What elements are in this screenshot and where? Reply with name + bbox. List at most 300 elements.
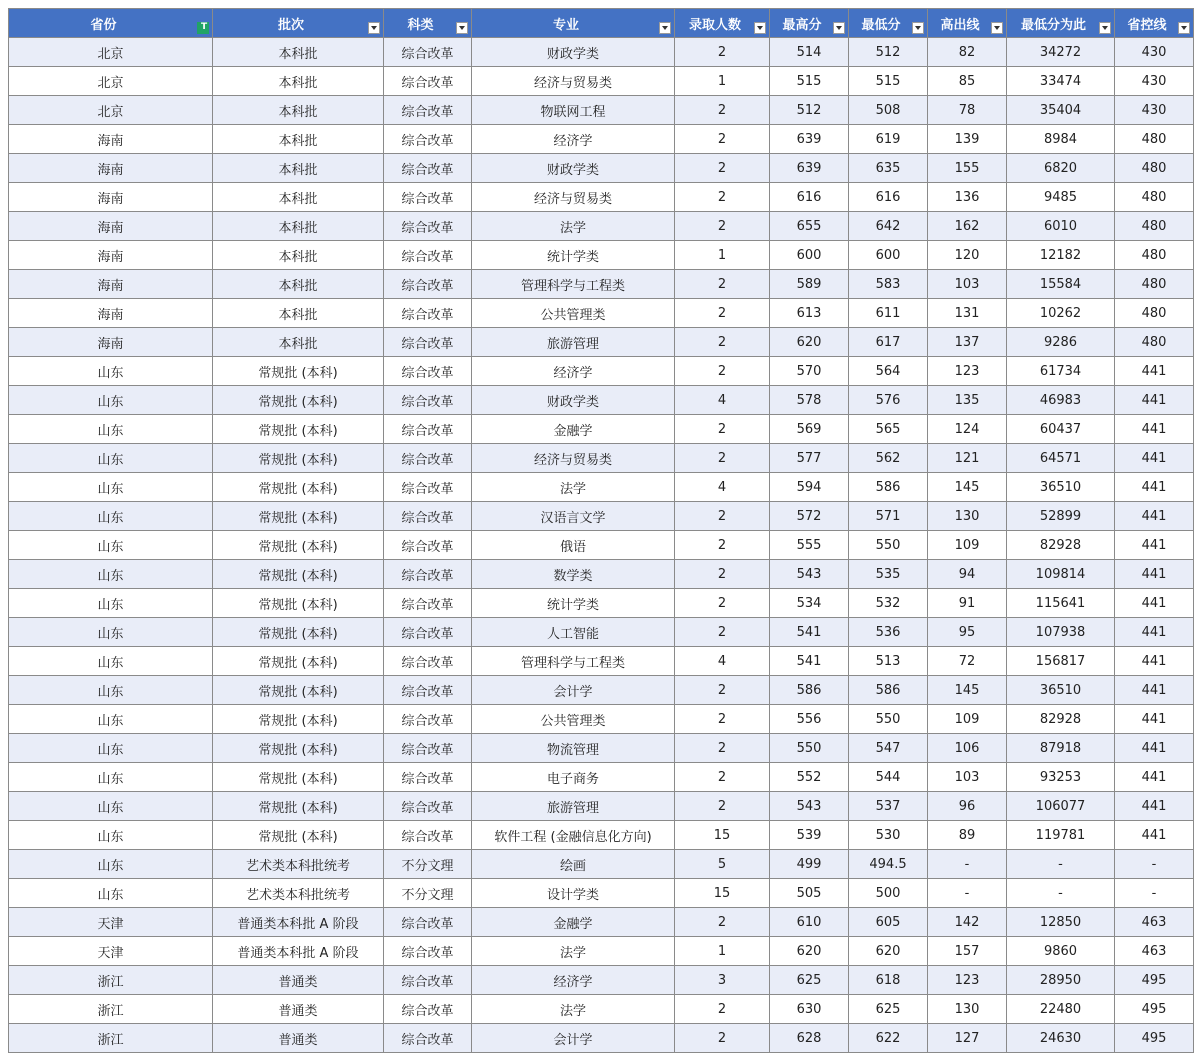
- cell-major[interactable]: 经济与贸易类: [472, 67, 675, 96]
- cell-min-score[interactable]: 537: [849, 792, 928, 821]
- cell-province[interactable]: 海南: [9, 154, 213, 183]
- cell-batch[interactable]: 常规批 (本科): [213, 647, 384, 676]
- cell-major[interactable]: 旅游管理: [472, 792, 675, 821]
- cell-major[interactable]: 设计学类: [472, 879, 675, 908]
- cell-control-line[interactable]: 441: [1115, 734, 1194, 763]
- cell-admitted-count[interactable]: 2: [675, 531, 770, 560]
- cell-max-score[interactable]: 552: [770, 763, 849, 792]
- cell-min-score-rank[interactable]: 119781: [1007, 821, 1115, 850]
- cell-min-score-rank[interactable]: 64571: [1007, 444, 1115, 473]
- cell-batch[interactable]: 常规批 (本科): [213, 386, 384, 415]
- cell-subject-type[interactable]: 综合改革: [384, 1024, 472, 1053]
- cell-subject-type[interactable]: 综合改革: [384, 357, 472, 386]
- cell-above-line[interactable]: 162: [928, 212, 1007, 241]
- cell-max-score[interactable]: 577: [770, 444, 849, 473]
- cell-subject-type[interactable]: 综合改革: [384, 154, 472, 183]
- cell-max-score[interactable]: 572: [770, 502, 849, 531]
- table-row[interactable]: [9, 821, 1194, 850]
- cell-above-line[interactable]: 123: [928, 357, 1007, 386]
- cell-min-score-rank[interactable]: 6010: [1007, 212, 1115, 241]
- cell-min-score-rank[interactable]: 9860: [1007, 937, 1115, 966]
- cell-admitted-count[interactable]: 2: [675, 328, 770, 357]
- cell-min-score-rank[interactable]: -: [1007, 850, 1115, 879]
- cell-subject-type[interactable]: 综合改革: [384, 618, 472, 647]
- cell-batch[interactable]: 本科批: [213, 38, 384, 67]
- cell-min-score[interactable]: 532: [849, 589, 928, 618]
- cell-subject-type[interactable]: 综合改革: [384, 67, 472, 96]
- cell-above-line[interactable]: 142: [928, 908, 1007, 937]
- cell-major[interactable]: 法学: [472, 937, 675, 966]
- table-row[interactable]: [9, 96, 1194, 125]
- cell-max-score[interactable]: 541: [770, 618, 849, 647]
- cell-min-score[interactable]: 508: [849, 96, 928, 125]
- table-row[interactable]: [9, 270, 1194, 299]
- cell-above-line[interactable]: 124: [928, 415, 1007, 444]
- cell-major[interactable]: 物流管理: [472, 734, 675, 763]
- cell-above-line[interactable]: 96: [928, 792, 1007, 821]
- cell-major[interactable]: 旅游管理: [472, 328, 675, 357]
- cell-control-line[interactable]: 480: [1115, 299, 1194, 328]
- cell-above-line[interactable]: 85: [928, 67, 1007, 96]
- cell-major[interactable]: 经济学: [472, 966, 675, 995]
- cell-max-score[interactable]: 600: [770, 241, 849, 270]
- cell-control-line[interactable]: 441: [1115, 589, 1194, 618]
- cell-above-line[interactable]: 91: [928, 589, 1007, 618]
- cell-min-score-rank[interactable]: 156817: [1007, 647, 1115, 676]
- cell-min-score-rank[interactable]: 106077: [1007, 792, 1115, 821]
- cell-max-score[interactable]: 534: [770, 589, 849, 618]
- cell-province[interactable]: 浙江: [9, 1024, 213, 1053]
- cell-above-line[interactable]: 131: [928, 299, 1007, 328]
- cell-province[interactable]: 海南: [9, 241, 213, 270]
- cell-control-line[interactable]: 441: [1115, 444, 1194, 473]
- cell-above-line[interactable]: 103: [928, 763, 1007, 792]
- cell-major[interactable]: 金融学: [472, 908, 675, 937]
- cell-min-score[interactable]: 530: [849, 821, 928, 850]
- table-row[interactable]: [9, 502, 1194, 531]
- table-row[interactable]: [9, 328, 1194, 357]
- cell-batch[interactable]: 普通类: [213, 995, 384, 1024]
- cell-batch[interactable]: 本科批: [213, 212, 384, 241]
- cell-province[interactable]: 山东: [9, 473, 213, 502]
- cell-max-score[interactable]: 550: [770, 734, 849, 763]
- cell-above-line[interactable]: 123: [928, 966, 1007, 995]
- cell-max-score[interactable]: 616: [770, 183, 849, 212]
- cell-batch[interactable]: 常规批 (本科): [213, 734, 384, 763]
- column-header-subject-type[interactable]: [384, 9, 472, 38]
- cell-major[interactable]: 电子商务: [472, 763, 675, 792]
- cell-major[interactable]: 统计学类: [472, 241, 675, 270]
- table-row[interactable]: [9, 38, 1194, 67]
- cell-above-line[interactable]: 145: [928, 676, 1007, 705]
- cell-control-line[interactable]: 441: [1115, 502, 1194, 531]
- cell-max-score[interactable]: 625: [770, 966, 849, 995]
- table-row[interactable]: [9, 763, 1194, 792]
- cell-subject-type[interactable]: 综合改革: [384, 705, 472, 734]
- table-row[interactable]: [9, 386, 1194, 415]
- cell-subject-type[interactable]: 综合改革: [384, 328, 472, 357]
- cell-province[interactable]: 海南: [9, 270, 213, 299]
- cell-subject-type[interactable]: 综合改革: [384, 734, 472, 763]
- cell-max-score[interactable]: 655: [770, 212, 849, 241]
- cell-min-score[interactable]: 616: [849, 183, 928, 212]
- cell-max-score[interactable]: 639: [770, 125, 849, 154]
- column-header-batch[interactable]: [213, 9, 384, 38]
- cell-admitted-count[interactable]: 2: [675, 705, 770, 734]
- cell-batch[interactable]: 常规批 (本科): [213, 531, 384, 560]
- cell-min-score[interactable]: 625: [849, 995, 928, 1024]
- cell-province[interactable]: 山东: [9, 444, 213, 473]
- cell-control-line[interactable]: 441: [1115, 415, 1194, 444]
- cell-subject-type[interactable]: 综合改革: [384, 125, 472, 154]
- table-row[interactable]: [9, 995, 1194, 1024]
- table-row[interactable]: [9, 792, 1194, 821]
- cell-batch[interactable]: 普通类本科批 A 阶段: [213, 908, 384, 937]
- cell-admitted-count[interactable]: 2: [675, 357, 770, 386]
- cell-above-line[interactable]: 130: [928, 502, 1007, 531]
- cell-major[interactable]: 经济与贸易类: [472, 444, 675, 473]
- cell-max-score[interactable]: 505: [770, 879, 849, 908]
- cell-subject-type[interactable]: 综合改革: [384, 444, 472, 473]
- cell-admitted-count[interactable]: 2: [675, 502, 770, 531]
- cell-major[interactable]: 管理科学与工程类: [472, 647, 675, 676]
- column-header-admitted-count[interactable]: [675, 9, 770, 38]
- cell-max-score[interactable]: 569: [770, 415, 849, 444]
- cell-subject-type[interactable]: 综合改革: [384, 299, 472, 328]
- cell-batch[interactable]: 本科批: [213, 96, 384, 125]
- cell-subject-type[interactable]: 综合改革: [384, 502, 472, 531]
- cell-major[interactable]: 物联网工程: [472, 96, 675, 125]
- filter-dropdown-icon[interactable]: [659, 22, 671, 34]
- column-header-min-score[interactable]: [849, 9, 928, 38]
- cell-min-score-rank[interactable]: 28950: [1007, 966, 1115, 995]
- table-row[interactable]: [9, 589, 1194, 618]
- cell-batch[interactable]: 常规批 (本科): [213, 589, 384, 618]
- cell-control-line[interactable]: 441: [1115, 618, 1194, 647]
- cell-min-score[interactable]: 620: [849, 937, 928, 966]
- cell-major[interactable]: 经济学: [472, 357, 675, 386]
- table-row[interactable]: [9, 531, 1194, 560]
- cell-min-score[interactable]: 565: [849, 415, 928, 444]
- cell-subject-type[interactable]: 综合改革: [384, 531, 472, 560]
- cell-min-score-rank[interactable]: 52899: [1007, 502, 1115, 531]
- cell-control-line[interactable]: 430: [1115, 38, 1194, 67]
- cell-min-score[interactable]: 515: [849, 67, 928, 96]
- cell-max-score[interactable]: 586: [770, 676, 849, 705]
- cell-province[interactable]: 山东: [9, 850, 213, 879]
- cell-min-score[interactable]: 500: [849, 879, 928, 908]
- table-row[interactable]: [9, 908, 1194, 937]
- cell-major[interactable]: 绘画: [472, 850, 675, 879]
- cell-min-score-rank[interactable]: 82928: [1007, 705, 1115, 734]
- cell-min-score[interactable]: 544: [849, 763, 928, 792]
- cell-subject-type[interactable]: 综合改革: [384, 560, 472, 589]
- table-row[interactable]: [9, 299, 1194, 328]
- cell-min-score[interactable]: 535: [849, 560, 928, 589]
- filter-dropdown-icon[interactable]: [1099, 22, 1111, 34]
- cell-max-score[interactable]: 620: [770, 937, 849, 966]
- cell-above-line[interactable]: 135: [928, 386, 1007, 415]
- cell-admitted-count[interactable]: 2: [675, 734, 770, 763]
- cell-province[interactable]: 山东: [9, 502, 213, 531]
- cell-admitted-count[interactable]: 1: [675, 937, 770, 966]
- cell-admitted-count[interactable]: 2: [675, 1024, 770, 1053]
- cell-min-score[interactable]: 564: [849, 357, 928, 386]
- table-row[interactable]: [9, 879, 1194, 908]
- cell-province[interactable]: 山东: [9, 560, 213, 589]
- cell-major[interactable]: 俄语: [472, 531, 675, 560]
- cell-max-score[interactable]: 555: [770, 531, 849, 560]
- cell-min-score-rank[interactable]: 60437: [1007, 415, 1115, 444]
- cell-province[interactable]: 海南: [9, 299, 213, 328]
- cell-above-line[interactable]: 72: [928, 647, 1007, 676]
- cell-admitted-count[interactable]: 2: [675, 212, 770, 241]
- cell-batch[interactable]: 常规批 (本科): [213, 763, 384, 792]
- cell-province[interactable]: 山东: [9, 821, 213, 850]
- filter-dropdown-icon[interactable]: [1178, 22, 1190, 34]
- table-row[interactable]: [9, 415, 1194, 444]
- cell-above-line[interactable]: 106: [928, 734, 1007, 763]
- cell-min-score[interactable]: 547: [849, 734, 928, 763]
- cell-admitted-count[interactable]: 1: [675, 241, 770, 270]
- cell-subject-type[interactable]: 综合改革: [384, 995, 472, 1024]
- cell-control-line[interactable]: 480: [1115, 154, 1194, 183]
- table-row[interactable]: [9, 966, 1194, 995]
- cell-above-line[interactable]: -: [928, 879, 1007, 908]
- cell-control-line[interactable]: 495: [1115, 1024, 1194, 1053]
- cell-admitted-count[interactable]: 4: [675, 386, 770, 415]
- cell-min-score[interactable]: 586: [849, 676, 928, 705]
- cell-min-score-rank[interactable]: 22480: [1007, 995, 1115, 1024]
- cell-subject-type[interactable]: 综合改革: [384, 792, 472, 821]
- table-row[interactable]: [9, 473, 1194, 502]
- cell-control-line[interactable]: 480: [1115, 241, 1194, 270]
- cell-province[interactable]: 山东: [9, 705, 213, 734]
- filter-dropdown-icon[interactable]: [368, 22, 380, 34]
- cell-min-score[interactable]: 622: [849, 1024, 928, 1053]
- cell-control-line[interactable]: 480: [1115, 125, 1194, 154]
- cell-subject-type[interactable]: 综合改革: [384, 647, 472, 676]
- cell-major[interactable]: 软件工程 (金融信息化方向): [472, 821, 675, 850]
- cell-province[interactable]: 浙江: [9, 995, 213, 1024]
- cell-min-score-rank[interactable]: 107938: [1007, 618, 1115, 647]
- cell-batch[interactable]: 本科批: [213, 154, 384, 183]
- cell-min-score-rank[interactable]: 12182: [1007, 241, 1115, 270]
- cell-admitted-count[interactable]: 2: [675, 589, 770, 618]
- cell-control-line[interactable]: 430: [1115, 96, 1194, 125]
- cell-control-line[interactable]: 430: [1115, 67, 1194, 96]
- column-header-major[interactable]: [472, 9, 675, 38]
- cell-above-line[interactable]: 94: [928, 560, 1007, 589]
- cell-control-line[interactable]: 441: [1115, 676, 1194, 705]
- cell-province[interactable]: 山东: [9, 357, 213, 386]
- cell-min-score[interactable]: 512: [849, 38, 928, 67]
- cell-max-score[interactable]: 594: [770, 473, 849, 502]
- cell-subject-type[interactable]: 综合改革: [384, 241, 472, 270]
- cell-above-line[interactable]: 157: [928, 937, 1007, 966]
- cell-batch[interactable]: 艺术类本科批统考: [213, 879, 384, 908]
- cell-max-score[interactable]: 541: [770, 647, 849, 676]
- cell-control-line[interactable]: 441: [1115, 473, 1194, 502]
- cell-min-score[interactable]: 605: [849, 908, 928, 937]
- cell-max-score[interactable]: 639: [770, 154, 849, 183]
- cell-max-score[interactable]: 514: [770, 38, 849, 67]
- filter-dropdown-icon[interactable]: [754, 22, 766, 34]
- cell-major[interactable]: 数学类: [472, 560, 675, 589]
- cell-province[interactable]: 山东: [9, 415, 213, 444]
- cell-admitted-count[interactable]: 2: [675, 560, 770, 589]
- table-row[interactable]: [9, 444, 1194, 473]
- cell-above-line[interactable]: 120: [928, 241, 1007, 270]
- cell-admitted-count[interactable]: 2: [675, 299, 770, 328]
- cell-min-score-rank[interactable]: 33474: [1007, 67, 1115, 96]
- cell-admitted-count[interactable]: 2: [675, 183, 770, 212]
- cell-control-line[interactable]: 441: [1115, 821, 1194, 850]
- cell-subject-type[interactable]: 综合改革: [384, 212, 472, 241]
- cell-admitted-count[interactable]: 2: [675, 415, 770, 444]
- cell-above-line[interactable]: 109: [928, 705, 1007, 734]
- table-row[interactable]: [9, 241, 1194, 270]
- cell-major[interactable]: 会计学: [472, 676, 675, 705]
- cell-batch[interactable]: 常规批 (本科): [213, 444, 384, 473]
- cell-province[interactable]: 北京: [9, 67, 213, 96]
- cell-major[interactable]: 会计学: [472, 1024, 675, 1053]
- cell-min-score[interactable]: 586: [849, 473, 928, 502]
- cell-min-score-rank[interactable]: 34272: [1007, 38, 1115, 67]
- table-row[interactable]: [9, 1024, 1194, 1053]
- cell-control-line[interactable]: 441: [1115, 792, 1194, 821]
- cell-min-score[interactable]: 583: [849, 270, 928, 299]
- cell-min-score-rank[interactable]: 10262: [1007, 299, 1115, 328]
- table-row[interactable]: [9, 67, 1194, 96]
- cell-control-line[interactable]: 441: [1115, 560, 1194, 589]
- cell-province[interactable]: 北京: [9, 38, 213, 67]
- cell-batch[interactable]: 常规批 (本科): [213, 357, 384, 386]
- cell-admitted-count[interactable]: 2: [675, 676, 770, 705]
- cell-max-score[interactable]: 515: [770, 67, 849, 96]
- cell-min-score-rank[interactable]: 82928: [1007, 531, 1115, 560]
- filter-dropdown-icon[interactable]: [833, 22, 845, 34]
- cell-admitted-count[interactable]: 2: [675, 908, 770, 937]
- cell-batch[interactable]: 本科批: [213, 125, 384, 154]
- cell-admitted-count[interactable]: 2: [675, 618, 770, 647]
- cell-subject-type[interactable]: 综合改革: [384, 821, 472, 850]
- cell-province[interactable]: 天津: [9, 908, 213, 937]
- filter-dropdown-icon[interactable]: [912, 22, 924, 34]
- cell-major[interactable]: 汉语言文学: [472, 502, 675, 531]
- cell-min-score-rank[interactable]: 8984: [1007, 125, 1115, 154]
- column-header-control-line[interactable]: [1115, 9, 1194, 38]
- cell-above-line[interactable]: 121: [928, 444, 1007, 473]
- cell-max-score[interactable]: 499: [770, 850, 849, 879]
- table-row[interactable]: [9, 734, 1194, 763]
- cell-max-score[interactable]: 512: [770, 96, 849, 125]
- cell-province[interactable]: 海南: [9, 328, 213, 357]
- cell-province[interactable]: 浙江: [9, 966, 213, 995]
- cell-min-score[interactable]: 550: [849, 705, 928, 734]
- cell-min-score[interactable]: 494.5: [849, 850, 928, 879]
- cell-major[interactable]: 公共管理类: [472, 705, 675, 734]
- cell-max-score[interactable]: 570: [770, 357, 849, 386]
- cell-admitted-count[interactable]: 2: [675, 995, 770, 1024]
- cell-subject-type[interactable]: 综合改革: [384, 589, 472, 618]
- cell-batch[interactable]: 常规批 (本科): [213, 473, 384, 502]
- cell-subject-type[interactable]: 综合改革: [384, 183, 472, 212]
- cell-batch[interactable]: 常规批 (本科): [213, 415, 384, 444]
- cell-control-line[interactable]: 480: [1115, 270, 1194, 299]
- cell-batch[interactable]: 本科批: [213, 183, 384, 212]
- table-row[interactable]: [9, 154, 1194, 183]
- table-row[interactable]: [9, 183, 1194, 212]
- table-row[interactable]: [9, 937, 1194, 966]
- cell-major[interactable]: 财政学类: [472, 154, 675, 183]
- cell-above-line[interactable]: 95: [928, 618, 1007, 647]
- cell-min-score[interactable]: 576: [849, 386, 928, 415]
- cell-control-line[interactable]: 463: [1115, 937, 1194, 966]
- cell-above-line[interactable]: 137: [928, 328, 1007, 357]
- cell-control-line[interactable]: 480: [1115, 183, 1194, 212]
- cell-subject-type[interactable]: 综合改革: [384, 473, 472, 502]
- cell-major[interactable]: 金融学: [472, 415, 675, 444]
- cell-min-score-rank[interactable]: 36510: [1007, 676, 1115, 705]
- cell-min-score[interactable]: 562: [849, 444, 928, 473]
- cell-admitted-count[interactable]: 2: [675, 763, 770, 792]
- cell-min-score[interactable]: 635: [849, 154, 928, 183]
- cell-above-line[interactable]: 155: [928, 154, 1007, 183]
- cell-admitted-count[interactable]: 2: [675, 154, 770, 183]
- cell-province[interactable]: 山东: [9, 734, 213, 763]
- cell-batch[interactable]: 常规批 (本科): [213, 705, 384, 734]
- cell-control-line[interactable]: 480: [1115, 328, 1194, 357]
- cell-subject-type[interactable]: 不分文理: [384, 850, 472, 879]
- cell-max-score[interactable]: 539: [770, 821, 849, 850]
- cell-min-score-rank[interactable]: 109814: [1007, 560, 1115, 589]
- cell-admitted-count[interactable]: 2: [675, 96, 770, 125]
- cell-above-line[interactable]: 103: [928, 270, 1007, 299]
- cell-control-line[interactable]: 441: [1115, 705, 1194, 734]
- cell-min-score-rank[interactable]: 46983: [1007, 386, 1115, 415]
- table-row[interactable]: [9, 850, 1194, 879]
- cell-control-line[interactable]: 441: [1115, 357, 1194, 386]
- cell-control-line[interactable]: 441: [1115, 386, 1194, 415]
- cell-province[interactable]: 北京: [9, 96, 213, 125]
- cell-admitted-count[interactable]: 2: [675, 444, 770, 473]
- cell-max-score[interactable]: 613: [770, 299, 849, 328]
- table-row[interactable]: [9, 705, 1194, 734]
- cell-admitted-count[interactable]: 3: [675, 966, 770, 995]
- cell-control-line[interactable]: 495: [1115, 995, 1194, 1024]
- cell-admitted-count[interactable]: 2: [675, 38, 770, 67]
- cell-major[interactable]: 人工智能: [472, 618, 675, 647]
- cell-min-score[interactable]: 619: [849, 125, 928, 154]
- table-row[interactable]: [9, 647, 1194, 676]
- cell-control-line[interactable]: 480: [1115, 212, 1194, 241]
- table-row[interactable]: [9, 676, 1194, 705]
- cell-batch[interactable]: 常规批 (本科): [213, 821, 384, 850]
- cell-batch[interactable]: 常规批 (本科): [213, 502, 384, 531]
- cell-admitted-count[interactable]: 2: [675, 125, 770, 154]
- cell-province[interactable]: 海南: [9, 212, 213, 241]
- cell-max-score[interactable]: 630: [770, 995, 849, 1024]
- filter-dropdown-icon[interactable]: [991, 22, 1003, 34]
- cell-above-line[interactable]: 145: [928, 473, 1007, 502]
- cell-batch[interactable]: 常规批 (本科): [213, 560, 384, 589]
- cell-min-score-rank[interactable]: 9485: [1007, 183, 1115, 212]
- column-header-above-line[interactable]: [928, 9, 1007, 38]
- cell-min-score-rank[interactable]: 61734: [1007, 357, 1115, 386]
- cell-batch[interactable]: 常规批 (本科): [213, 618, 384, 647]
- cell-above-line[interactable]: -: [928, 850, 1007, 879]
